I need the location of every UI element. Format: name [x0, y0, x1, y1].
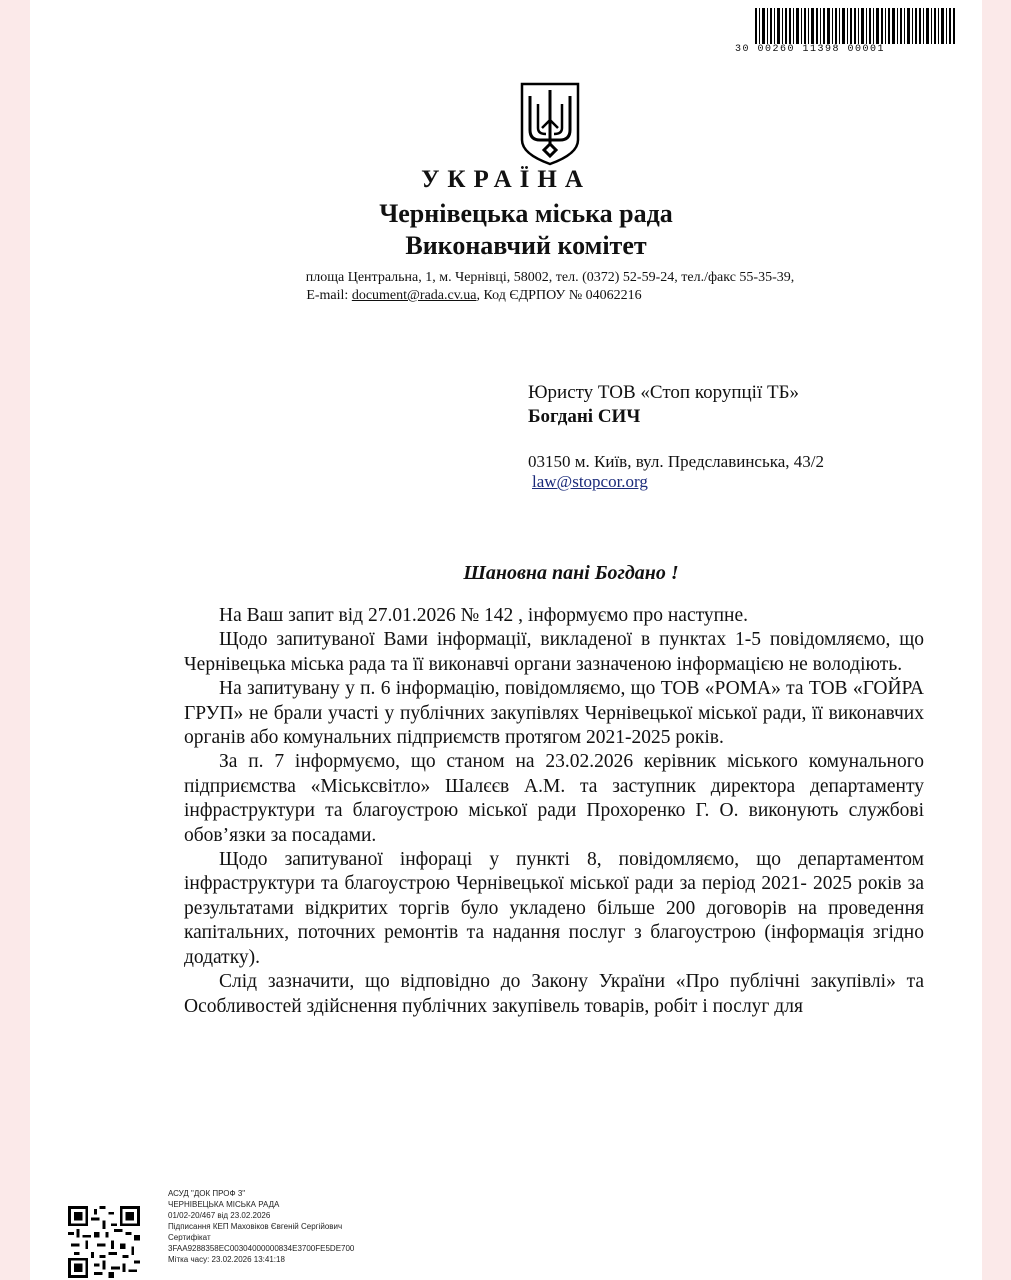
organization-address: площа Центральна, 1, м. Чернівці, 58002, тел. (0372) 52-59-24, тел./факс 55-35-39, [305, 270, 795, 285]
signature-system: АСУД "ДОК ПРОФ 3" [168, 1189, 246, 1198]
letter-body [184, 604, 924, 1019]
recipient-email-link[interactable]: law@stopcor.org [532, 472, 648, 491]
barcode [755, 8, 955, 44]
greeting: Шановна пані Богдано ! [463, 562, 679, 584]
paragraph: За п. 7 інформуємо, що станом на 23.02.2026 керівник міського комунального підприємства «Міськсвітло» Шалєєв А.М. та заступник директора департаменту інфраструктури та благоустрою міської ради Прохоренко Г. О. виконують службові обов’язки за посадами. [184, 751, 924, 846]
trident-emblem-icon [518, 82, 582, 166]
email-label: E-mail: [306, 288, 352, 303]
barcode-number: 30 00260 11398 00001 [735, 44, 886, 55]
signature-cert-id: 3FAA9288358EC00304000000834E3700FE5DE700 [168, 1244, 355, 1253]
document-page [30, 0, 982, 1280]
paragraph: Слід зазначити, що відповідно до Закону України «Про публічні закупівлі» та Особливостей здійснення публічних закупівель товарів, робіт і послуг для [184, 971, 924, 1017]
organization-contacts [30, 288, 950, 304]
recipient-name: Богдані СИЧ [528, 406, 641, 427]
signature-timestamp: Мітка часу: 23.02.2026 13:41:18 [168, 1255, 285, 1264]
signature-cert-label: Сертифікат [168, 1233, 211, 1242]
organization-name: Чернівецька міська рада [379, 199, 673, 228]
country-name: УКРАЇНА [421, 166, 591, 193]
organization-email-link[interactable]: document@rada.cv.ua [351, 288, 477, 303]
paragraph: На запитувану у п. 6 інформацію, повідомляємо, що ТОВ «РОМА» та ТОВ «ГОЙРА ГРУП» не брали участі у публічних закупівлях Чернівецької міської ради, її виконавчих органів або комунальних підприємств протягом 2021-2025 років. [184, 678, 924, 749]
signature-organization: ЧЕРНІВЕЦЬКА МІСЬКА РАДА [168, 1200, 280, 1209]
signature-signer: Підписання КЕП Маховіков Євгеній Сергійович [168, 1222, 343, 1231]
paragraph: На Ваш запит від 27.01.2026 № 142 , інформуємо про наступне. [219, 605, 749, 626]
paragraph: Щодо запитуваної інфораці у пункті 8, повідомляємо, що департаментом інфраструктури та благоустрою Чернівецької міської ради за період 2021- 2025 років за результатами відкритих торгів було укладено більше 200 договорів на проведення капітальних, поточних ремонтів та надання послуг з благоустрою (інформація згідно додатку). [184, 849, 924, 968]
qr-code-icon [68, 1206, 140, 1278]
signature-reg-number: 01/02-20/467 від 23.02.2026 [168, 1211, 271, 1220]
organization-division: Виконавчий комітет [405, 231, 647, 260]
paragraph: Щодо запитуваної Вами інформації, викладеної в пунктах 1-5 повідомляємо, що Чернівецька міська рада та її виконавчі органи зазначеною інформацією не володіють. [184, 629, 924, 675]
recipient-position: Юристу ТОВ «Стоп корупції ТБ» [528, 382, 800, 403]
edrpou-code: , Код ЄДРПОУ № 04062216 [476, 288, 642, 303]
electronic-signature-block [168, 1188, 354, 1265]
recipient-address: 03150 м. Київ, вул. Предславинська, 43/2 [528, 452, 824, 471]
